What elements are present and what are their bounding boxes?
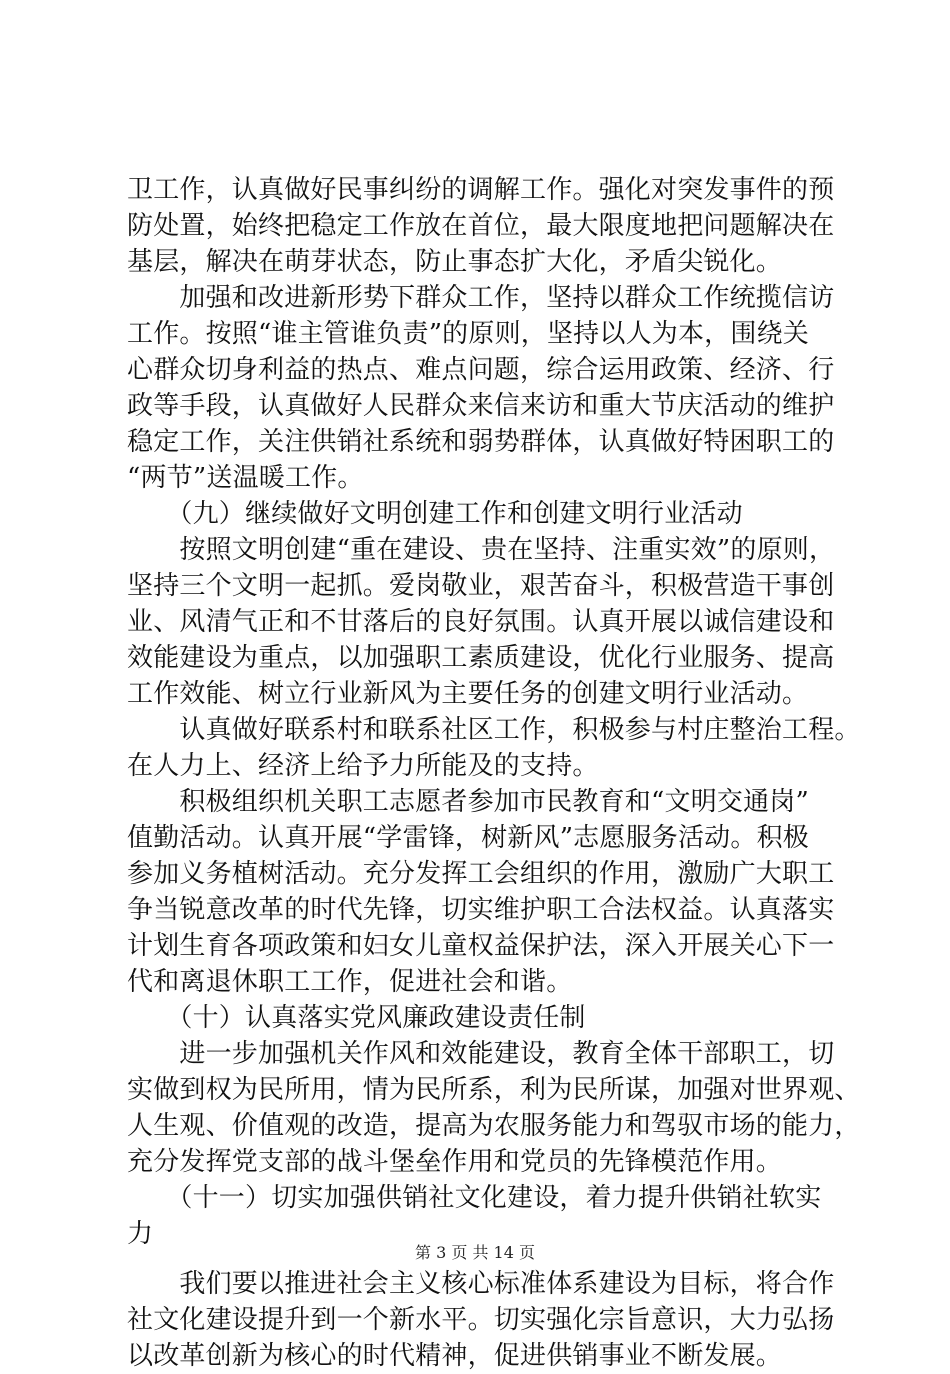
- text-line: 加强和改进新形势下群众工作，坚持以群众工作统揽信访: [127, 283, 835, 313]
- text-line: 计划生育各项政策和妇女儿童权益保护法，深入开展关心下一: [127, 931, 835, 961]
- text-line: 争当锐意改革的时代先锋，切实维护职工合法权益。认真落实: [127, 895, 835, 925]
- text-line: 工作效能、树立行业新风为主要任务的创建文明行业活动。: [127, 679, 809, 709]
- text-line: 进一步加强机关作风和效能建设，教育全体干部职工，切: [127, 1039, 835, 1069]
- document-body: [127, 172, 861, 1374]
- text-line: 以改革创新为核心的时代精神，促进供销事业不断发展。: [127, 1341, 783, 1371]
- text-line: 工作。按照“谁主管谁负责”的原则，坚持以人为本，围绕关: [127, 319, 809, 349]
- text-line: 认真做好联系村和联系社区工作，积极参与村庄整治工程。: [127, 715, 861, 745]
- text-line: 效能建设为重点，以加强职工素质建设，优化行业服务、提高: [127, 643, 835, 673]
- text-line: 心群众切身利益的热点、难点问题，综合运用政策、经济、行: [127, 355, 835, 385]
- text-line: 我们要以推进社会主义核心标准体系建设为目标，将合作: [127, 1269, 835, 1299]
- text-line: 卫工作，认真做好民事纠纷的调解工作。强化对突发事件的预: [127, 175, 835, 205]
- text-line: 人生观、价值观的改造，提高为农服务能力和驾驭市场的能力，: [127, 1111, 861, 1141]
- text-line: 在人力上、经济上给予力所能及的支持。: [127, 751, 599, 781]
- text-line: 坚持三个文明一起抓。爱岗敬业，艰苦奋斗，积极营造干事创: [127, 571, 835, 601]
- text-line: 充分发挥党支部的战斗堡垒作用和党员的先锋模范作用。: [127, 1147, 783, 1177]
- page-number-footer: 第 3 页 共 14 页: [415, 1243, 535, 1262]
- text-line: 防处置，始终把稳定工作放在首位，最大限度地把问题解决在: [127, 211, 835, 241]
- text-line: 参加义务植树活动。充分发挥工会组织的作用，激励广大职工: [127, 859, 835, 889]
- text-line: 社文化建设提升到一个新水平。切实强化宗旨意识，大力弘扬: [127, 1305, 835, 1335]
- text-line: 业、风清气正和不甘落后的良好氛围。认真开展以诚信建设和: [127, 607, 835, 637]
- text-line: 积极组织机关职工志愿者参加市民教育和“文明交通岗”: [127, 787, 809, 817]
- text-line: 实做到权为民所用，情为民所系，利为民所谋，加强对世界观、: [127, 1075, 861, 1105]
- text-line: 按照文明创建“重在建设、贵在坚持、注重实效”的原则，: [127, 535, 836, 565]
- text-line: “两节”送温暖工作。: [127, 463, 364, 493]
- text-line: 基层，解决在萌芽状态，防止事态扩大化，矛盾尖锐化。: [127, 247, 783, 277]
- text-line: 代和离退休职工工作，促进社会和谐。: [127, 967, 573, 997]
- text-line: 政等手段，认真做好人民群众来信来访和重大节庆活动的维护: [127, 391, 835, 421]
- section-heading-10: （十）认真落实党风廉政建设责任制: [127, 1003, 586, 1033]
- section-heading-11-continued: 力: [127, 1219, 154, 1249]
- text-line: 值勤活动。认真开展“学雷锋，树新风”志愿服务活动。积极: [127, 823, 809, 853]
- text-line: 稳定工作，关注供销社系统和弱势群体，认真做好特困职工的: [127, 427, 835, 457]
- section-heading-9: （九）继续做好文明创建工作和创建文明行业活动: [127, 499, 743, 529]
- section-heading-11: （十一）切实加强供销社文化建设，着力提升供销社软实: [127, 1183, 822, 1213]
